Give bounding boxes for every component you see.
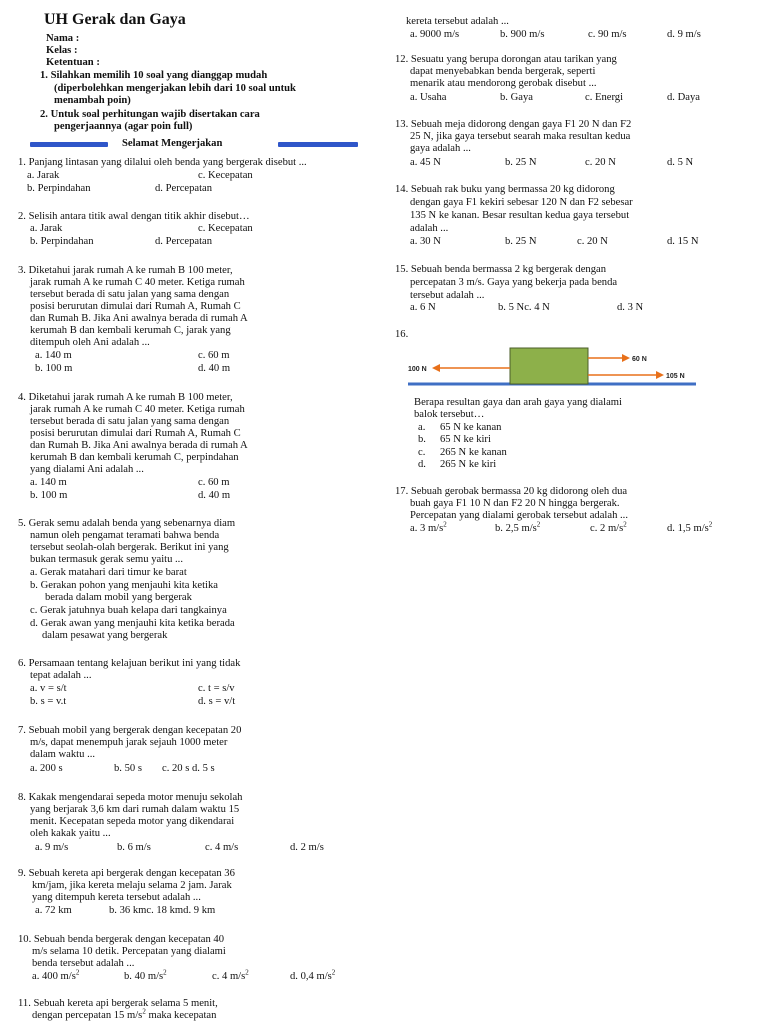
q2-option-b: b. Perpindahan	[30, 236, 94, 247]
q14-option-b: b. 25 N	[505, 236, 537, 247]
question-9-line-3: yang ditempuh kereta tersebut adalah ...	[32, 892, 201, 903]
q17-option-d: d. 1,5 $m/s^2$	[667, 520, 713, 534]
q10-option-c: c. 4 $m/s^2$	[212, 968, 249, 982]
page-title: UH Gerak dan Gaya	[44, 11, 186, 28]
q1-option-a: a. Jarak	[27, 170, 60, 181]
question-11-line-1: 11. Sebuah kereta api bergerak selama 5 menit,	[18, 998, 218, 1009]
question-1-text: 1. Panjang lintasan yang dilalui oleh benda yang bergerak disebut ...	[18, 157, 307, 168]
question-4-line-7: yang dialami Ani adalah ...	[30, 464, 144, 475]
q3-option-b: b. 100 m	[35, 363, 73, 374]
q10-option-b: b. 40 $m/s^2$	[124, 968, 167, 982]
q17-option-b: b. 2,5 $m/s^2$	[495, 520, 541, 534]
question-4-line-1: 4. Diketahui jarak rumah A ke rumah B 100 meter,	[18, 392, 233, 403]
greeting-text: Selamat Mengerjakan	[122, 138, 223, 149]
name-field-label: Nama :	[46, 33, 80, 44]
question-8-line-1: 8. Kakak mengendarai sepeda motor menuju sekolah	[18, 792, 243, 803]
q4-option-b: b. 100 m	[30, 490, 68, 501]
question-7-line-2: m/s, dapat menempuh jarak sejauh 1000 meter	[30, 737, 228, 748]
rule-2-line-1: 2. Untuk soal perhitungan wajib disertakan cara	[40, 109, 260, 120]
q4-option-d: d. 40 m	[198, 490, 231, 501]
question-4-line-3: tersebut berada di satu jalan yang sama dengan	[30, 416, 230, 427]
question-15-line-2: percepatan 3 m/s. Gaya yang bekerja pada benda	[410, 277, 618, 288]
q11-option-b: b. 900 m/s	[500, 29, 545, 40]
q6-option-c: c. t = s/v	[198, 683, 235, 694]
q12-option-b: b. Gaya	[500, 92, 533, 103]
q13-option-d: d. 5 N	[667, 157, 694, 168]
question-4-line-6: kerumah B dan kembali kerumah C, perpindahan	[30, 452, 239, 463]
q2-option-a: a. Jarak	[30, 223, 63, 234]
q5-option-d: d. Gerak awan yang menjauhi kita ketika berada	[30, 618, 235, 629]
question-15-line-3: tersebut adalah ...	[410, 290, 485, 301]
rule-1-line-2: (diperbolehkan mengerjakan lebih dari 10 soal untuk	[54, 83, 296, 94]
question-10-line-2: m/s selama 10 detik. Percepatan yang dialami	[32, 946, 226, 957]
rule-1-line-3: menambah poin)	[54, 95, 131, 106]
question-12-line-3: menarik atau mendorong gerobak disebut ...	[410, 78, 597, 89]
rule-2-line-2: pengerjaannya (agar poin full)	[54, 121, 193, 132]
q16-option-b: 65 N ke kiri	[440, 434, 491, 445]
q15-option-a: a. 6 N	[410, 302, 436, 313]
question-14-line-3: 135 N ke kanan. Besar resultan kedua gaya tersebut	[410, 210, 630, 221]
question-9-line-1: 9. Sebuah kereta api bergerak dengan kecepatan 36	[18, 868, 235, 879]
q4-option-c: c. 60 m	[198, 477, 230, 488]
question-11-continuation: kereta tersebut adalah ...	[406, 16, 509, 27]
class-field-label: Kelas :	[46, 45, 78, 56]
question-12-line-1: 12. Sesuatu yang berupa dorongan atau tarikan yang	[395, 54, 617, 65]
question-4-line-5: dan Rumah B. Jika Ani awalnya berada di rumah A	[30, 440, 248, 451]
q15-option-bc: b. 5 Nc. 4 N	[498, 302, 550, 313]
question-3-line-4: posisi berurutan dimulai dari Rumah A, Rumah C	[30, 301, 241, 312]
q2-option-c: c. Kecepatan	[198, 223, 253, 234]
question-4-line-4: posisi berurutan dimulai dari Rumah A, Rumah C	[30, 428, 241, 439]
q14-option-c: c. 20 N	[577, 236, 608, 247]
question-11-line-2: dengan percepatan 15 $m/s^2$ maka kecepatan	[32, 1007, 217, 1021]
question-14-line-2: dengan gaya F1 kekiri sebesar 120 N dan F2 sebesar	[410, 197, 633, 208]
question-3-line-1: 3. Diketahui jarak rumah A ke rumah B 100 meter,	[18, 265, 233, 276]
q1-option-b: b. Perpindahan	[27, 183, 91, 194]
q5-option-d-cont: dalam pesawat yang bergerak	[42, 630, 168, 641]
q12-option-c: c. Energi	[585, 92, 624, 103]
question-17-line-3: Percepatan yang dialami gerobak tersebut adalah ...	[410, 510, 628, 521]
q13-option-c: c. 20 N	[585, 157, 616, 168]
q14-option-d: d. 15 N	[667, 236, 699, 247]
q10-option-a: a. 400 $m/s^2$	[32, 968, 80, 982]
question-17-line-2: buah gaya F1 10 N dan F2 20 N hingga bergerak.	[410, 498, 620, 509]
question-3-line-2: jarak rumah A ke rumah C 40 meter. Ketiga rumah	[30, 277, 245, 288]
question-12-line-2: dapat menyebabkan benda bergerak, seperti	[410, 66, 596, 77]
q11-option-c: c. 90 m/s	[588, 29, 627, 40]
question-10-line-3: benda tersebut adalah ...	[32, 958, 135, 969]
q8-option-c: c. 4 m/s	[205, 842, 239, 853]
q6-option-a: a. v = s/t	[30, 683, 67, 694]
q11-option-d: d. 9 m/s	[667, 29, 701, 40]
question-10-line-1: 10. Sebuah benda bergerak dengan kecepatan 40	[18, 934, 225, 945]
question-6-line-2: tepat adalah ...	[30, 670, 92, 681]
banner-right-bar	[278, 142, 358, 147]
q5-option-b-cont: berada dalam mobil yang bergerak	[45, 592, 192, 603]
q9-option-a: a. 72 km	[35, 905, 72, 916]
q1-option-d: d. Percepatan	[155, 183, 213, 194]
q3-option-a: a. 140 m	[35, 350, 72, 361]
q2-option-d: d. Percepatan	[155, 236, 213, 247]
q8-option-b: b. 6 m/s	[117, 842, 151, 853]
q3-option-c: c. 60 m	[198, 350, 230, 361]
q1-option-c: c. Kecepatan	[198, 170, 253, 181]
question-14-line-1: 14. Sebuah rak buku yang bermassa 20 kg didorong	[395, 184, 615, 195]
question-13-line-3: gaya adalah ...	[410, 143, 471, 154]
banner-left-bar	[30, 142, 108, 147]
q7-option-cd: c. 20 s d. 5 s	[162, 763, 215, 774]
left-force-label: 100 N	[408, 366, 427, 373]
question-13-line-1: 13. Sebuah meja didorong dengan gaya F1 20 N dan F2	[395, 119, 632, 130]
question-9-line-2: km/jam, jika kereta melaju selama 2 jam. Jarak	[32, 880, 232, 891]
top-right-force-label: 60 N	[632, 356, 647, 363]
q17-option-c: c. 2 $m/s^2$	[590, 520, 627, 534]
question-16-line-1: Berapa resultan gaya dan arah gaya yang dialami	[414, 397, 622, 408]
left-arrow-head	[432, 364, 440, 372]
q5-option-c: c. Gerak jatuhnya buah kelapa dari tangkainya	[30, 605, 227, 616]
question-3-line-5: dan Rumah B. Jika Ani awalnya berada di rumah A	[30, 313, 248, 324]
bottom-right-force-label: 105 N	[666, 373, 685, 380]
question-3-line-6: kerumah B dan kembali kerumah C, jarak yang	[30, 325, 231, 336]
q13-option-b: b. 25 N	[505, 157, 537, 168]
q10-option-d: d. 0,4 $m/s^2$	[290, 968, 336, 982]
q7-option-b: b. 50 s	[114, 763, 142, 774]
question-8-line-3: menit. Kecepatan sepeda motor yang dikendarai	[30, 816, 235, 827]
bottom-right-arrow-head	[656, 371, 664, 379]
question-8-line-2: yang berjarak 3,6 km dari rumah dalam waktu 15	[30, 804, 240, 815]
top-right-arrow-head	[622, 354, 630, 362]
q9-option-bcd: b. 36 kmc. 18 kmd. 9 km	[109, 905, 216, 916]
rule-1-line-1: 1. Silahkan memilih 10 soal yang dianggap mudah	[40, 70, 268, 81]
question-5-line-2: namun oleh pengamat teramati bahwa benda	[30, 530, 220, 541]
question-3-line-7: ditempuh oleh Ani adalah ...	[30, 337, 150, 348]
question-8-line-4: oleh kakak yaitu ...	[30, 828, 111, 839]
q16-option-c-key: c.	[418, 447, 426, 458]
q8-option-d: d. 2 m/s	[290, 842, 324, 853]
rules-heading: Ketentuan :	[46, 57, 100, 68]
question-14-line-4: adalah ...	[410, 223, 449, 234]
q12-option-d: d. Daya	[667, 92, 700, 103]
question-7-line-3: dalam waktu ...	[30, 749, 96, 760]
q13-option-a: a. 45 N	[410, 157, 441, 168]
q5-option-b: b. Gerakan pohon yang menjauhi kita ketika	[30, 580, 218, 591]
q15-option-d: d. 3 N	[617, 302, 644, 313]
question-16-number: 16.	[395, 329, 409, 340]
question-3-line-3: tersebut berada di satu jalan yang sama dengan	[30, 289, 230, 300]
question-15-line-1: 15. Sebuah benda bermassa 2 kg bergerak dengan	[395, 264, 607, 275]
q16-option-d-key: d.	[418, 459, 426, 470]
q16-option-c: 265 N ke kanan	[440, 447, 507, 458]
q12-option-a: a. Usaha	[410, 92, 447, 103]
q11-option-a: a. 9000 m/s	[410, 29, 460, 40]
question-2-text: 2. Selisih antara titik awal dengan titik akhir disebut…	[18, 211, 250, 222]
q7-option-a: a. 200 s	[30, 763, 63, 774]
question-6-line-1: 6. Persamaan tentang kelajuan berikut ini yang tidak	[18, 658, 241, 669]
question-7-line-1: 7. Sebuah mobil yang bergerak dengan kecepatan 20	[18, 725, 242, 736]
q4-option-a: a. 140 m	[30, 477, 67, 488]
question-16-line-2: balok tersebut…	[414, 409, 485, 420]
force-diagram	[400, 340, 710, 392]
q8-option-a: a. 9 m/s	[35, 842, 69, 853]
q16-option-a-key: a.	[418, 422, 426, 433]
q3-option-d: d. 40 m	[198, 363, 231, 374]
q5-option-a: a. Gerak matahari dari timur ke barat	[30, 567, 187, 578]
q16-option-d: 265 N ke kiri	[440, 459, 497, 470]
q16-option-b-key: b.	[418, 434, 426, 445]
q14-option-a: a. 30 N	[410, 236, 441, 247]
q16-option-a: 65 N ke kanan	[440, 422, 502, 433]
question-5-line-4: bukan termasuk gerak semu yaitu ...	[30, 554, 183, 565]
q17-option-a: a. 3 $m/s^2$	[410, 520, 447, 534]
q6-option-b: b. s = v.t	[30, 696, 67, 707]
question-5-line-3: tersebut seolah-olah bergerak. Berikut ini yang	[30, 542, 229, 553]
block-box	[510, 348, 588, 384]
question-5-line-1: 5. Gerak semu adalah benda yang sebenarnya diam	[18, 518, 236, 529]
question-13-line-2: 25 N, jika gaya tersebut searah maka resultan kedua	[410, 131, 631, 142]
q6-option-d: d. s = v/t	[198, 696, 236, 707]
question-4-line-2: jarak rumah A ke rumah C 40 meter. Ketiga rumah	[30, 404, 245, 415]
question-17-line-1: 17. Sebuah gerobak bermassa 20 kg didorong oleh dua	[395, 486, 628, 497]
